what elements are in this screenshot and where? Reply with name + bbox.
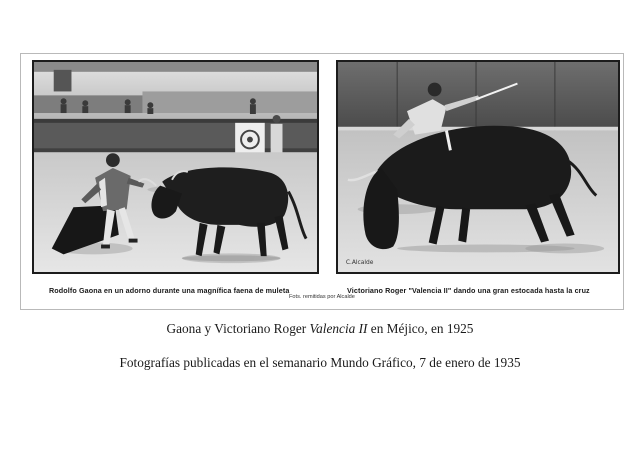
- newspaper-clipping: [20, 53, 624, 310]
- photo-signature: C.Alcalde: [345, 260, 374, 267]
- description-line-1-start: Gaona y Victoriano Roger: [166, 321, 310, 336]
- description-line-1-italic: Valencia II: [309, 321, 368, 336]
- photo-gaona-muleta: [32, 60, 319, 274]
- description-line-1-end: en Méjico, en 1925: [367, 321, 474, 336]
- photo-credit: Fots. remitidas por Alcalde: [289, 294, 355, 300]
- description-line-1: [0, 321, 640, 337]
- photo-valencia-image: [338, 62, 618, 272]
- caption-gaona: Rodolfo Gaona en un adorno durante una magnífica faena de muleta: [49, 286, 290, 295]
- photo-valencia-estocada: [336, 60, 620, 274]
- description-line-2: Fotografías publicadas en el semanario Mundo Gráfico, 7 de enero de 1935: [119, 355, 521, 370]
- caption-valencia: Victoriano Roger "Valencia II" dando una gran estocada hasta la cruz: [347, 286, 590, 295]
- photo-gaona-image: [34, 62, 317, 272]
